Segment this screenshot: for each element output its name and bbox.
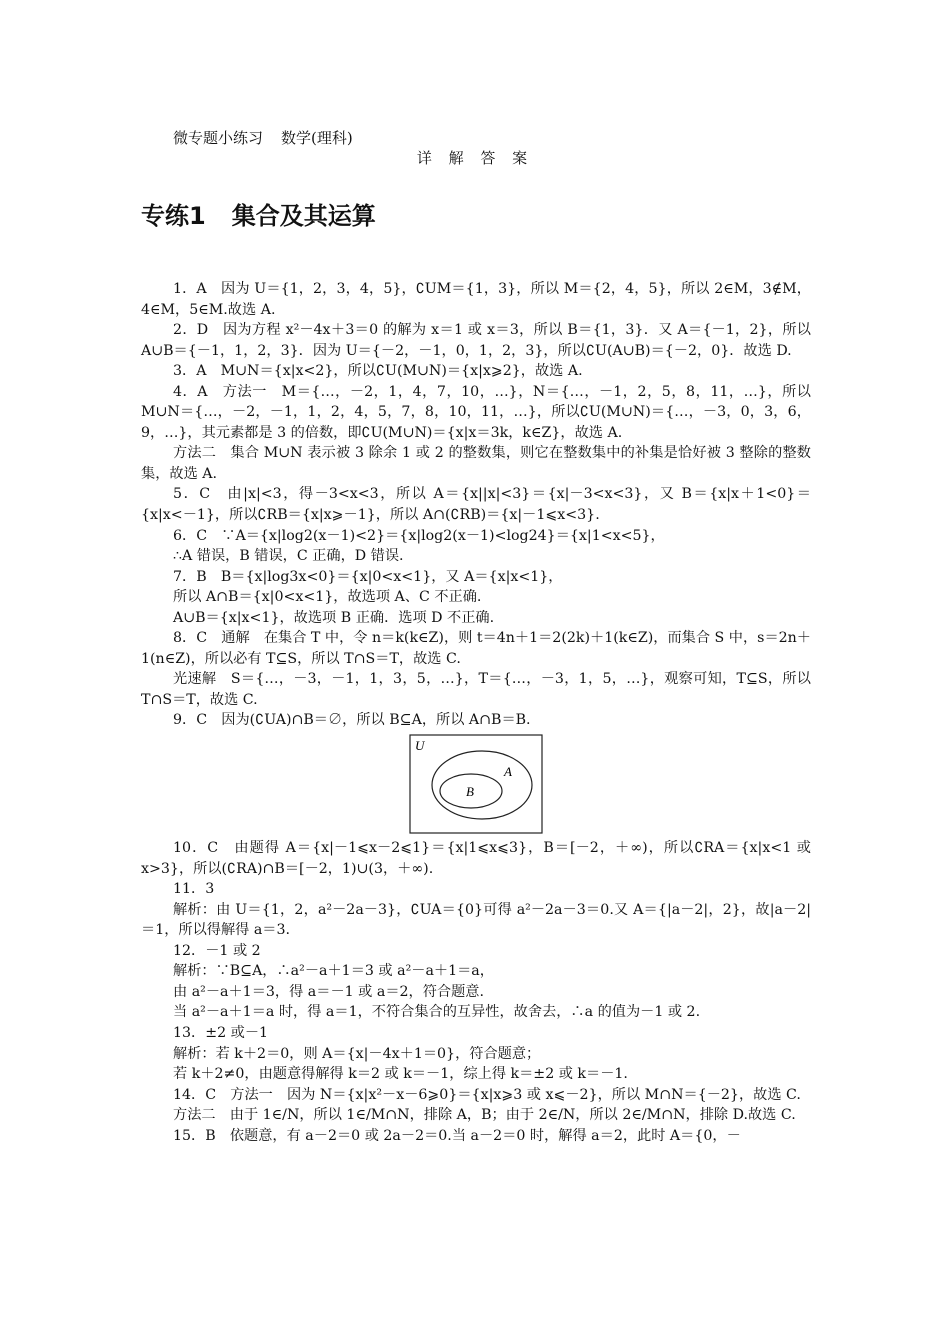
answer-7: 7．B B＝{x|log3x<0}＝{x|0<x<1}，又 A＝{x|x<1}， xyxy=(173,568,563,585)
section-heading: 集合及其运算 xyxy=(231,202,376,230)
subject-name: 数学(理科) xyxy=(281,129,353,147)
answer-6: 6．C ∵A＝{x|log2(x－1)<2}＝{x|log2(x－1)<log24}＝{x|1<x<5}， xyxy=(173,527,665,544)
answer-10: 10．C 由题得 A＝{x|－1⩽x－2⩽1}＝{x|1⩽x⩽3}，B＝[－2，＋∞)，所以∁RA＝{x|x<1 或 x>3}，所以(∁RA)∩B＝[－2，1)∪(3，＋∞). xyxy=(141,840,811,877)
series-name: 微专题小练习 xyxy=(173,129,264,147)
label-universe: U xyxy=(415,738,425,754)
set-a-ellipse xyxy=(432,751,532,819)
answer-11: 11．3 xyxy=(173,881,215,898)
answer-12-step-3: 当 a²－a＋1＝a 时，得 a＝1，不符合集合的互异性，故舍去，∴a 的值为－1 或 2. xyxy=(173,1004,701,1021)
answer-14-method-2: 方法二 由于 1∈/N，所以 1∈/M∩N，排除 A，B；由于 2∈/N，所以 2∈/M∩N，排除 D.故选 C. xyxy=(173,1107,796,1124)
answer-5: 5．C 由|x|<3，得－3<x<3，所以 A＝{x||x|<3}＝{x|－3<x<3}，又 B＝{x|x＋1<0}＝{x|x<－1}，所以∁RB＝{x|x⩾－1}，所以 A∩(∁RB)＝{x|－1⩽x<3}. xyxy=(141,486,811,524)
answer-8: 8．C 通解 在集合 T 中，令 n＝k(k∈Z)，则 t＝4n＋1＝2(2k)＋1(k∈Z)，而集合 S 中，s＝2n＋1(n∈Z)，所以必有 T⊆S，所以 T∩S＝T，故选 C. xyxy=(141,630,811,667)
answer-14: 14．C 方法一 因为 N＝{x|x²－x－6⩾0}＝{x|x⩾3 或 x⩽－2}，所以 M∩N＝{－2}，故选 C. xyxy=(173,1086,801,1103)
answer-9: 9．C 因为(∁UA)∩B＝∅，所以 B⊆A，所以 A∩B＝B. xyxy=(173,712,531,729)
venn-figure xyxy=(141,734,811,834)
answer-12-analysis: 解析：∵B⊆A，∴a²－a＋1＝3 或 a²－a＋1＝a， xyxy=(173,963,494,980)
answer-6-conclusion: ∴A 错误，B 错误，C 正确，D 错误. xyxy=(173,548,404,565)
section-title xyxy=(141,196,376,231)
answer-4: 4．A 方法一 M＝{…，－2，1，4，7，10，…}，N＝{…，－1，2，5，8，11，…}，所以 M∪N＝{…，－2，－1，1，2，4，5，7，8，10，11，…}，所以∁U(M∪N)＝{…，－3，0，3，6，9，…}，其元素都是 3 的倍数，即∁U(M∪N)＝{x|x＝3k，k∈Z}，故选 A. xyxy=(141,383,811,441)
answer-1: 1．A 因为 U＝{1，2，3，4，5}，∁UM＝{1，3}，所以 M＝{2，4，5}，所以 2∈M，3∉M，4∈M，5∈M.故选 A. xyxy=(141,281,811,318)
answer-4-method-2: 方法二 集合 M∪N 表示被 3 除余 1 或 2 的整数集，则它在整数集中的补集是恰好被 3 整除的整数集，故选 A. xyxy=(141,445,811,482)
answer-7-step-2: 所以 A∩B＝{x|0<x<1}，故选项 A、C 不正确. xyxy=(173,589,482,606)
label-set-b: B xyxy=(466,784,474,800)
answer-8-fast: 光速解 S＝{…，－3，－1，1，3，5，…}，T＝{…，－3，1，5，…}，观察可知，T⊆S，所以 T∩S＝T，故选 C. xyxy=(141,671,811,708)
answer-13-step-2: 若 k＋2≠0，由题意得解得 k＝2 或 k＝－1，综上得 k＝±2 或 k＝－1. xyxy=(173,1066,628,1083)
venn-diagram xyxy=(409,734,543,834)
answer-12: 12．－1 或 2 xyxy=(173,942,261,959)
answer-13: 13．±2 或－1 xyxy=(173,1024,269,1041)
answer-15: 15．B 依题意，有 a－2＝0 或 2a－2＝0.当 a－2＝0 时，解得 a＝2，此时 A＝{0，－ xyxy=(173,1127,741,1144)
label-set-a: A xyxy=(504,764,512,780)
answer-2: 2．D 因为方程 x²－4x＋3＝0 的解为 x＝1 或 x＝3，所以 B＝{1，3}．又 A＝{－1，2}，所以 A∪B＝{－1，1，2，3}．因为 U＝{－2，－1，0，1，2，3}，所以∁U(A∪B)＝{－2，0}．故选 D. xyxy=(141,322,811,359)
answer-body xyxy=(141,279,811,1146)
answers-subtitle: 详 解 答 案 xyxy=(416,149,534,167)
section-label: 专练1 xyxy=(141,202,206,230)
answer-13-analysis: 解析：若 k＋2＝0，则 A＝{x|－4x＋1＝0}，符合题意； xyxy=(173,1045,541,1062)
answer-3: 3．A M∪N＝{x|x<2}，所以∁U(M∪N)＝{x|x⩾2}，故选 A. xyxy=(173,363,583,380)
answer-12-step-2: 由 a²－a＋1＝3，得 a＝－1 或 a＝2，符合题意. xyxy=(173,983,484,1000)
answer-7-step-3: A∪B＝{x|x<1}，故选项 B 正确．选项 D 不正确. xyxy=(173,609,495,626)
answer-11-analysis: 解析：由 U＝{1，2，a²－2a－3}，∁UA＝{0}可得 a²－2a－3＝0.又 A＝{|a－2|，2}，故|a－2|＝1，所以得解得 a＝3. xyxy=(141,901,811,939)
running-header xyxy=(173,127,353,148)
